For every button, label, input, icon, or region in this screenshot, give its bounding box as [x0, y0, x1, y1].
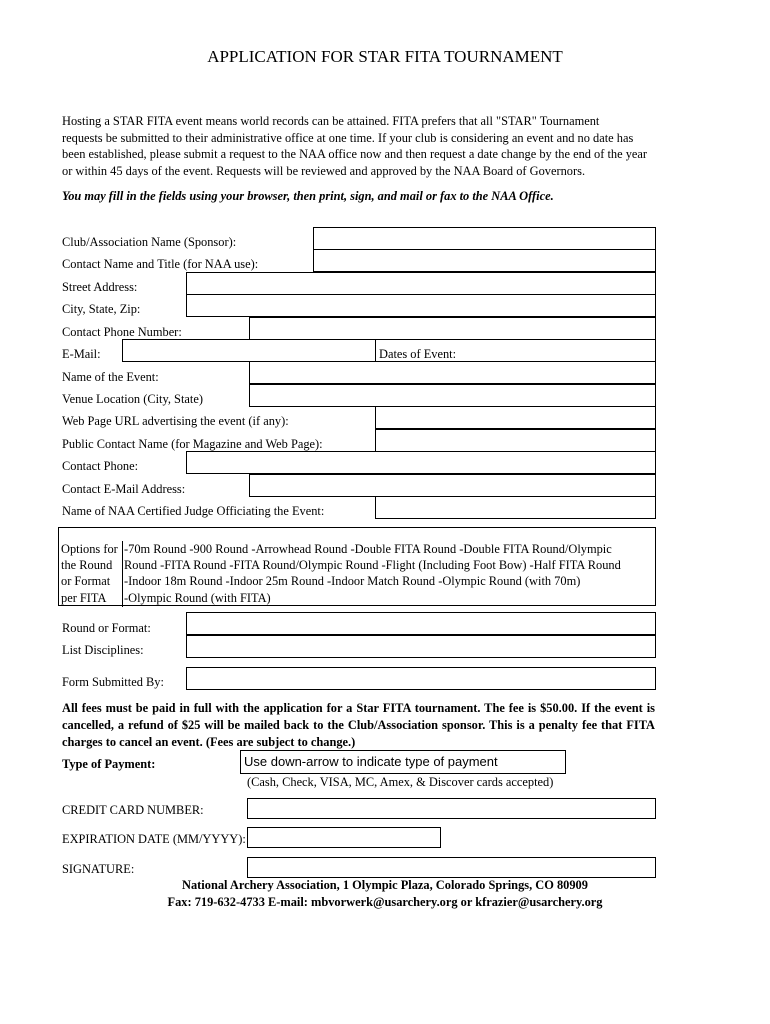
judge-label: Name of NAA Certified Judge Officiating the Event:: [62, 504, 325, 518]
footer-address: National Archery Association, 1 Olympic Plaza, Colorado Springs, CO 80909: [182, 878, 588, 892]
club-input[interactable]: [313, 227, 656, 250]
round-format-input[interactable]: [186, 612, 656, 635]
payment-type-select[interactable]: Use down-arrow to indicate type of payment: [240, 750, 566, 774]
event-name-label: Name of the Event:: [62, 370, 159, 384]
web-input[interactable]: [375, 406, 656, 429]
credit-card-input[interactable]: [247, 798, 656, 819]
submitted-by-label: Form Submitted By:: [62, 675, 164, 689]
options-line: -70m Round -900 Round -Arrowhead Round -Double FITA Round -Double FITA Round/Olympic: [124, 542, 612, 556]
expiration-input[interactable]: [247, 827, 441, 848]
options-heading: [61, 541, 118, 606]
footer-contact: Fax: 719-632-4733 E-mail: mbvorwerk@usarchery.org or kfrazier@usarchery.org: [167, 895, 603, 909]
event-name-input[interactable]: [249, 361, 656, 384]
options-heading-line: the Round: [61, 558, 113, 573]
options-line: -Indoor 18m Round -Indoor 25m Round -Indoor Match Round -Olympic Round (with 70m): [124, 574, 581, 589]
options-line: -Olympic Round (with FITA): [124, 590, 271, 605]
intro-line: requests be submitted to their administrative office at one time. If your club is considering an event and no date has: [62, 130, 634, 145]
public-contact-label: Public Contact Name (for Magazine and Web Page):: [62, 437, 323, 451]
credit-card-label: CREDIT CARD NUMBER:: [62, 803, 204, 817]
street-input[interactable]: [186, 272, 656, 295]
payment-note: (Cash, Check, VISA, MC, Amex, & Discover cards accepted): [247, 775, 554, 789]
venue-label: Venue Location (City, State): [62, 392, 203, 406]
phone-label: Contact Phone Number:: [62, 325, 182, 339]
web-label: Web Page URL advertising the event (if any):: [62, 414, 289, 428]
fill-instructions: You may fill in the fields using your browser, then print, sign, and mail or fax to the NAA Office.: [62, 189, 554, 203]
email-input[interactable]: [122, 339, 376, 362]
judge-input[interactable]: [375, 496, 656, 519]
signature-label: SIGNATURE:: [62, 862, 135, 876]
public-contact-input[interactable]: [375, 429, 656, 452]
contact-phone-label: Contact Phone:: [62, 459, 139, 473]
intro-paragraph: [62, 113, 662, 179]
contact-phone-input[interactable]: [186, 451, 656, 474]
submitted-by-input[interactable]: [186, 667, 656, 690]
intro-line: or within 45 days of the event. Requests will be reviewed and approved by the NAA Board of Governors.: [62, 163, 586, 178]
options-heading-line: Options for: [61, 542, 118, 556]
signature-input[interactable]: [247, 857, 656, 878]
contact-name-label: Contact Name and Title (for NAA use):: [62, 257, 259, 271]
email-label: E-Mail:: [62, 347, 101, 361]
page-title: APPLICATION FOR STAR FITA TOURNAMENT: [207, 47, 563, 66]
options-list: [124, 541, 650, 606]
expiration-label: EXPIRATION DATE (MM/YYYY):: [62, 832, 246, 846]
fees-paragraph: All fees must be paid in full with the application for a Star FITA tournament. The fee is $50.00. If the event is cancelled, a refund of $25 will be mailed back to the Club/Association sponsor. This is a penalty fee that FITA charges to cancel an event. (Fees are subject to change.): [62, 701, 655, 749]
contact-email-label: Contact E-Mail Address:: [62, 482, 186, 496]
city-input[interactable]: [186, 294, 656, 317]
payment-type-label: Type of Payment:: [62, 757, 156, 771]
club-label: Club/Association Name (Sponsor):: [62, 235, 237, 249]
contact-email-input[interactable]: [249, 474, 656, 497]
venue-input[interactable]: [249, 384, 656, 407]
options-line: Round -FITA Round -FITA Round/Olympic Round -Flight (Including Foot Bow) -Half FITA Round: [124, 558, 621, 573]
disciplines-label: List Disciplines:: [62, 643, 144, 657]
options-heading-line: or Format: [61, 574, 111, 589]
round-format-label: Round or Format:: [62, 621, 151, 635]
contact-name-input[interactable]: [313, 249, 656, 272]
street-label: Street Address:: [62, 280, 138, 294]
options-heading-line: per FITA: [61, 590, 107, 605]
intro-line: Hosting a STAR FITA event means world records can be attained. FITA prefers that all "STAR" Tournament: [62, 114, 600, 128]
options-divider: [122, 541, 123, 607]
phone-input[interactable]: [249, 317, 656, 340]
city-label: City, State, Zip:: [62, 302, 141, 316]
intro-line: been established, please submit a request to the NAA office now and then request a date change by the end of the year: [62, 147, 648, 162]
dates-label: Dates of Event:: [379, 347, 457, 361]
disciplines-input[interactable]: [186, 635, 656, 658]
